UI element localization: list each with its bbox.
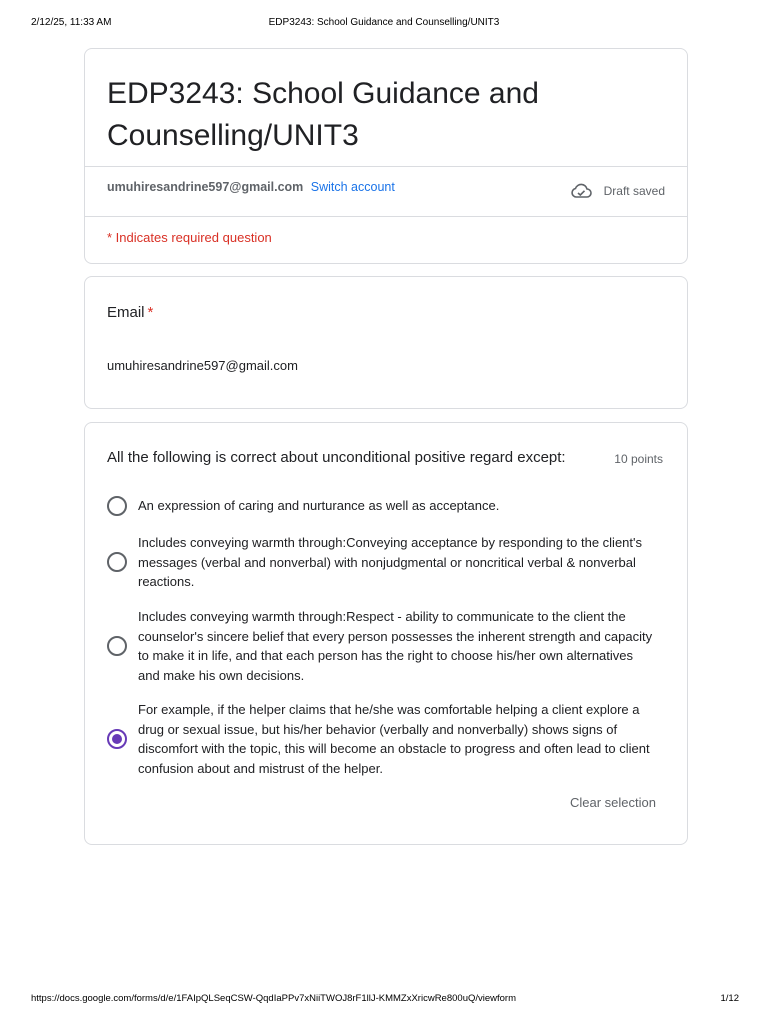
draft-status [570,183,665,199]
question-points: 10 points [614,452,663,466]
account-row [107,180,395,194]
required-note: * Indicates required question [107,230,272,245]
email-value: umuhiresandrine597@gmail.com [107,358,298,373]
radio-button[interactable] [107,552,127,572]
radio-button[interactable] [107,496,127,516]
account-email: umuhiresandrine597@gmail.com [107,180,304,194]
answer-option[interactable] [107,533,667,592]
answer-option-text: An expression of caring and nurturance as well as acceptance. [138,498,500,514]
email-question-label [107,304,153,321]
question-card [84,422,688,845]
header-divider [85,166,687,167]
print-url: https://docs.google.com/forms/d/e/1FAIpQLSeqCSW-QqdIaPPv7xNiiTWOJ8rF1llJ-KMMZxXricwRe800uQ/viewform [31,993,517,1004]
print-page-title: EDP3243: School Guidance and Counselling/UNIT3 [268,17,500,28]
radio-button-selected[interactable] [107,729,127,749]
form-header-card [84,48,688,264]
answer-option-text: Includes conveying warmth through:Conveying acceptance by responding to the client's messages (verbal and nonverbal) with nonjudgmental or noncritical verbal & nonverbal reactions. [138,535,643,589]
answer-option[interactable] [107,496,667,516]
answer-option[interactable] [107,607,667,685]
cloud-done-icon [570,183,592,199]
print-datetime: 2/12/25, 11:33 AM [31,17,112,28]
required-asterisk: * [147,304,154,321]
answer-option-text: For example, if the helper claims that he/she was comfortable helping a client explore a drug or sexual issue, but his/her behavior (verbally and nonverbally) shows signs of discomfort with the topic, this will become an obstacle to progress and often lead to client confusion about and mistrust of the helper. [138,702,650,776]
answer-option[interactable] [107,700,667,778]
print-header [0,17,768,33]
header-divider-2 [85,216,687,217]
draft-status-label: Draft saved [603,184,665,198]
question-title: All the following is correct about unconditional positive regard except: [107,449,566,466]
print-page-number: 1/12 [720,993,739,1004]
email-label-text: Email [107,304,145,321]
clear-selection-button[interactable]: Clear selection [570,795,656,810]
switch-account-link[interactable]: Switch account [310,180,395,194]
email-question-card [84,276,688,409]
answer-option-text: Includes conveying warmth through:Respect - ability to communicate to the client the counselor's sincere belief that every person possesses the inherent strength and capacity to make it in life, and that each person has the right to choose his/her own alternatives and make his own decisions. [138,609,653,683]
radio-button[interactable] [107,636,127,656]
form-title: EDP3243: School Guidance and Counselling/UNIT3 [107,77,539,152]
